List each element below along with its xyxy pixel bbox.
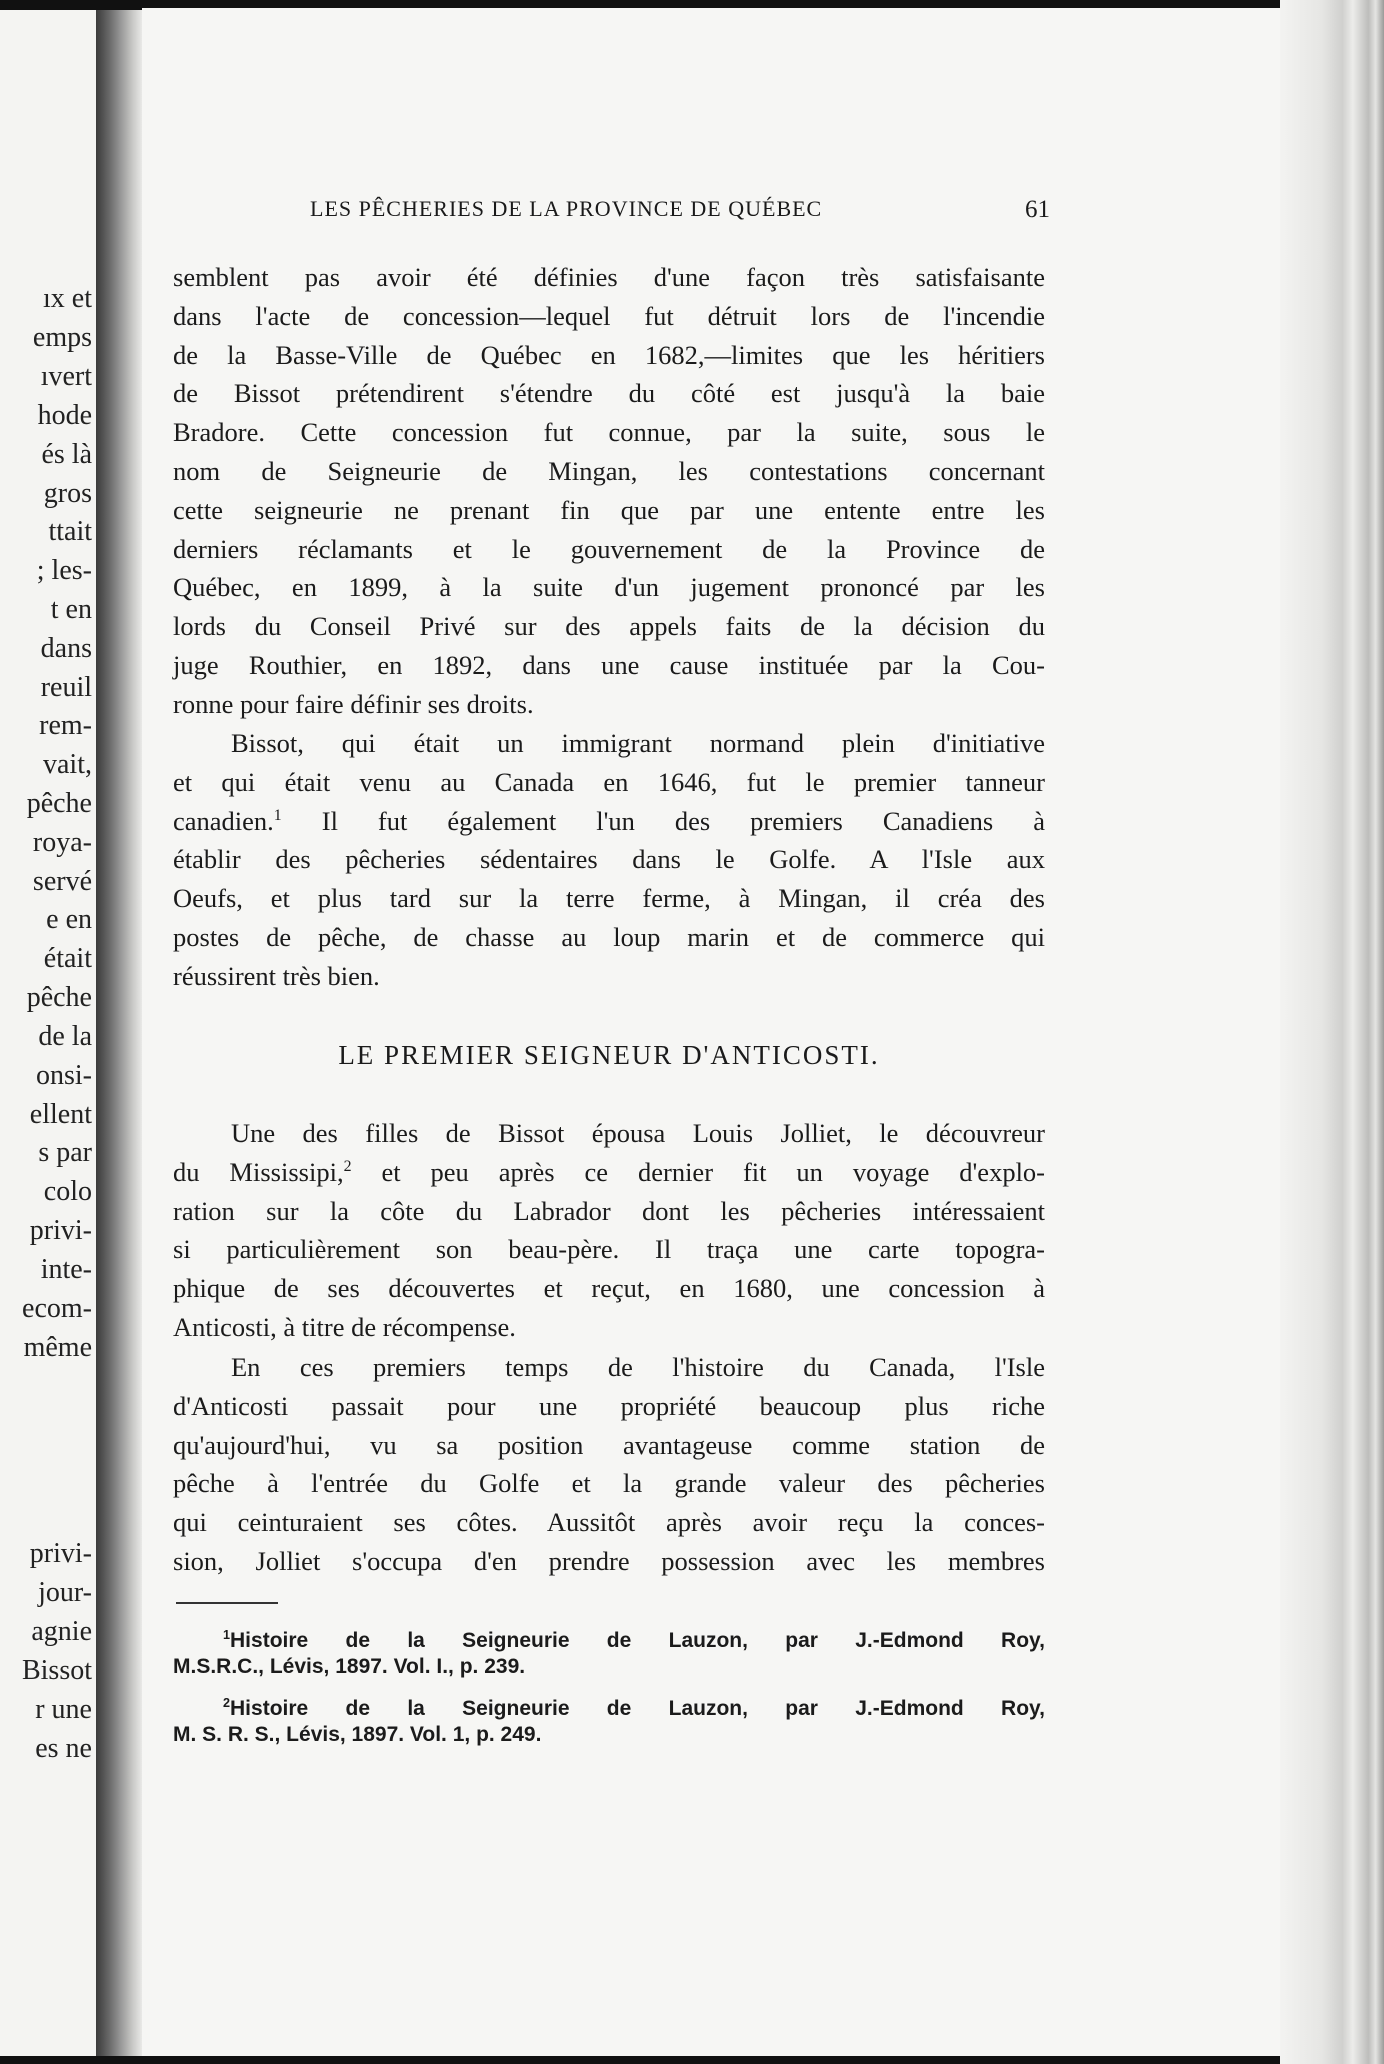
left-page-fragment: s par	[38, 1137, 92, 1168]
text-line: Bissot, qui était un immigrant normand plein d'initiative	[231, 728, 1045, 758]
text-line: d'Anticosti passait pour une propriété beaucoup plus riche	[173, 1390, 1045, 1421]
text-fragment: Il fut également l'un des premiers Canadiens à	[281, 805, 1045, 836]
book-gutter-shadow	[96, 10, 142, 2056]
left-page-fragment: roya-	[32, 827, 92, 858]
left-page-fragment: hode	[37, 400, 92, 431]
footnote-line: M. S. R. S., Lévis, 1897. Vol. 1, p. 249.	[173, 1723, 542, 1746]
text-line: lords du Conseil Privé sur des appels faits de la décision du	[173, 611, 1045, 642]
text-line: postes de pêche, de chasse au loup marin et de commerce qui	[173, 921, 1045, 952]
footnote-ref-2[interactable]: 2	[343, 1157, 352, 1175]
left-page-fragment: pêche	[26, 982, 92, 1013]
left-page-fragment: r une	[35, 1694, 92, 1725]
text-line: si particulièrement son beau-père. Il traça une carte topogra-	[173, 1234, 1045, 1265]
paragraph-jolliet	[173, 1114, 1045, 1347]
left-page-fragment: colo	[43, 1176, 92, 1207]
left-page-fragment: ttait	[48, 516, 92, 547]
text-line: ration sur la côte du Labrador dont les pêcheries intéressaient	[173, 1195, 1045, 1226]
footnote-marker: 1	[223, 1628, 231, 1642]
text-line: Québec, en 1899, à la suite d'un jugement prononcé par les	[173, 572, 1045, 603]
paragraph-anticosti	[173, 1348, 1045, 1581]
left-page-fragment: rem-	[39, 710, 92, 741]
text-fragment: et peu après ce dernier fit un voyage d'explo-	[351, 1156, 1046, 1187]
left-page-fragment: privi-	[29, 1538, 92, 1569]
left-page-fragment: jour-	[38, 1577, 92, 1608]
left-page-fragment: t en	[50, 594, 92, 625]
text-line: qui ceinturaient ses côtes. Aussitôt après avoir reçu la conces-	[173, 1507, 1045, 1538]
text-line: de Bissot prétendirent s'étendre du côté est jusqu'à la baie	[173, 378, 1045, 409]
left-page-fragment: Bissot	[21, 1655, 92, 1686]
text-line: En ces premiers temps de l'histoire du Canada, l'Isle	[231, 1352, 1045, 1382]
footnote-line: M.S.R.C., Lévis, 1897. Vol. I., p. 239.	[173, 1655, 526, 1678]
left-page-fragment: es ne	[35, 1733, 92, 1764]
text-line: et qui était venu au Canada en 1646, fut le premier tanneur	[173, 766, 1045, 797]
left-page-fragment: privi-	[29, 1215, 92, 1246]
text-fragment: canadien.	[173, 805, 274, 836]
left-page-fragment: dans	[40, 633, 92, 664]
left-page-fragment: és là	[41, 439, 92, 470]
running-header	[310, 196, 1050, 228]
text-line: établir des pêcheries sédentaires dans le Golfe. A l'Isle aux	[173, 844, 1045, 875]
page-edges	[1280, 0, 1384, 2064]
footnote-text: Histoire de la Seigneurie de Lauzon, par J.-Edmond Roy,	[230, 1629, 1045, 1652]
text-line: nom de Seigneurie de Mingan, les contestations concernant	[173, 455, 1045, 486]
left-page-fragment: servé	[32, 866, 92, 897]
footnote-line	[173, 1628, 1045, 1654]
text-line	[173, 802, 1045, 841]
left-page-fragment: e en	[46, 904, 92, 935]
left-page-fragment: de la	[38, 1021, 92, 1052]
text-line: réussirent très bien.	[173, 960, 380, 991]
text-line: de la Basse-Ville de Québec en 1682,—limites que les héritiers	[173, 339, 1045, 370]
left-page-fragment: pêche	[26, 788, 92, 819]
left-facing-page	[0, 10, 96, 2056]
left-page-fragment: ; les-	[36, 555, 92, 586]
text-line: Anticosti, à titre de récompense.	[173, 1311, 516, 1342]
text-line: derniers réclamants et le gouvernement de la Province de	[173, 533, 1045, 564]
left-page-fragment: ıvert	[40, 361, 92, 392]
footnote-divider	[176, 1602, 278, 1604]
text-line: Une des filles de Bissot épousa Louis Jolliet, le découvreur	[231, 1118, 1045, 1148]
left-page-fragment: reuil	[40, 672, 92, 703]
running-header-title: LES PÊCHERIES DE LA PROVINCE DE QUÉBEC	[310, 196, 823, 221]
paragraph-continued	[173, 258, 1045, 724]
text-fragment: du Mississipi,	[173, 1156, 344, 1187]
footnote-marker: 2	[223, 1696, 231, 1710]
text-line: cette seigneurie ne prenant fin que par une entente entre les	[173, 494, 1045, 525]
text-line: phique de ses découvertes et reçut, en 1680, une concession à	[173, 1273, 1045, 1304]
left-page-fragment: gros	[43, 478, 92, 509]
text-line: sion, Jolliet s'occupa d'en prendre possession avec les membres	[173, 1545, 1045, 1576]
text-line: semblent pas avoir été définies d'une façon très satisfaisante	[173, 262, 1045, 292]
footnote-1	[173, 1628, 1045, 1680]
paragraph-bissot	[173, 724, 1045, 996]
footnote-2	[173, 1696, 1045, 1748]
text-line: pêche à l'entrée du Golfe et la grande valeur des pêcheries	[173, 1468, 1045, 1499]
left-page-fragment: emps	[32, 322, 92, 353]
left-page-fragment: ecom-	[22, 1293, 92, 1324]
left-page-fragment: même	[23, 1332, 92, 1363]
footnote-text: Histoire de la Seigneurie de Lauzon, par J.-Edmond Roy,	[230, 1697, 1045, 1720]
left-page-fragment: vait,	[43, 749, 92, 780]
text-line: ronne pour faire définir ses droits.	[173, 688, 534, 719]
left-page-fragment: onsi-	[36, 1060, 92, 1091]
left-page-fragment: agnie	[31, 1616, 92, 1647]
text-line: qu'aujourd'hui, vu sa position avantageuse comme station de	[173, 1429, 1045, 1460]
text-line	[173, 1153, 1045, 1192]
footnote-line	[173, 1696, 1045, 1722]
left-page-fragment: ıx et	[43, 283, 92, 314]
section-heading: LE PREMIER SEIGNEUR D'ANTICOSTI.	[338, 1040, 880, 1070]
left-page-fragment: était	[43, 943, 92, 974]
text-line: dans l'acte de concession—lequel fut détruit lors de l'incendie	[173, 300, 1045, 331]
page-number: 61	[1025, 196, 1050, 223]
text-line: Oeufs, et plus tard sur la terre ferme, à Mingan, il créa des	[173, 883, 1045, 914]
footnote-ref-1[interactable]: 1	[273, 806, 282, 824]
text-line: juge Routhier, en 1892, dans une cause instituée par la Cou-	[173, 649, 1045, 680]
left-page-fragment: inte-	[40, 1254, 92, 1285]
left-page-fragment: ellent	[29, 1099, 92, 1130]
text-line: Bradore. Cette concession fut connue, par la suite, sous le	[173, 417, 1045, 448]
